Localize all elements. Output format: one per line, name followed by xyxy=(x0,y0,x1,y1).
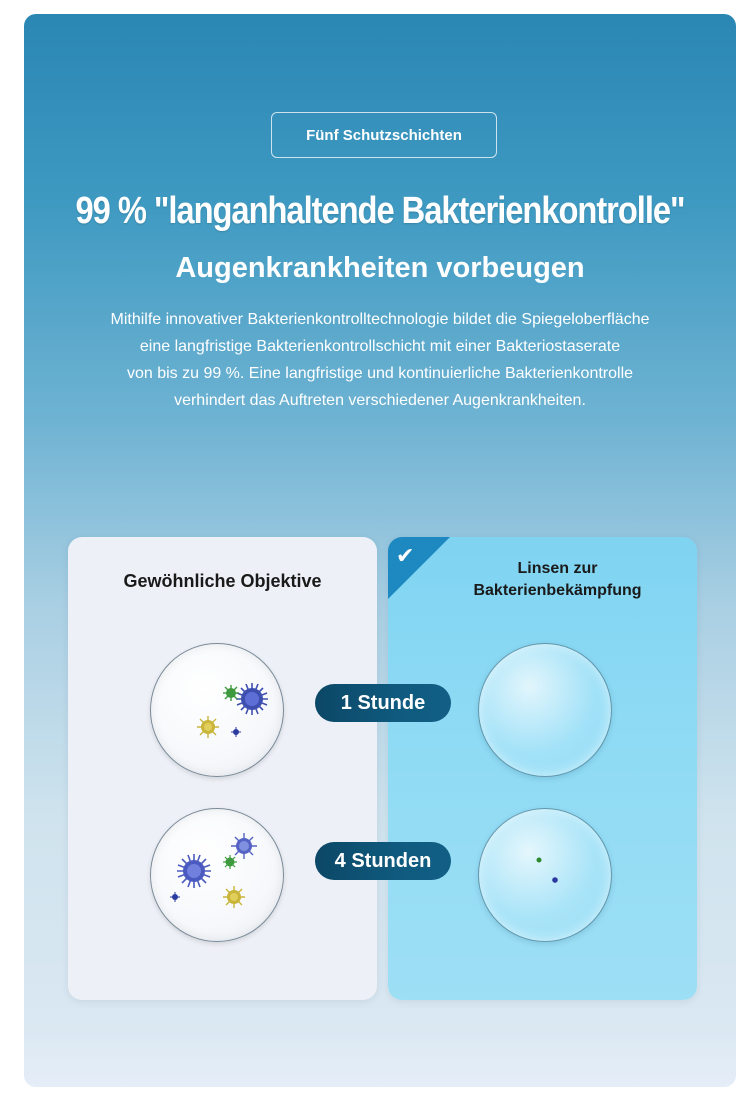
antibacterial-lens-title xyxy=(428,558,687,602)
description-line: verhindert das Auftreten verschiedener Augenkrankheiten. xyxy=(174,392,586,409)
bacteria-icon xyxy=(151,809,285,943)
description-line: von bis zu 99 %. Eine langfristige und kontinuierliche Bakterienkontrolle xyxy=(126,365,634,382)
title-line: Linsen zur xyxy=(517,560,598,577)
time-label-4h: 4 Stunden xyxy=(315,842,451,880)
bacteria-icon xyxy=(479,809,613,943)
antibacterial-lens-4h xyxy=(478,808,612,942)
antibacterial-lens-1h xyxy=(478,643,612,777)
ordinary-lens-1h xyxy=(150,643,284,777)
ordinary-lens-title: Gewöhnliche Objektive xyxy=(123,571,322,591)
time-label-1h: 1 Stunde xyxy=(315,684,451,722)
promo-poster xyxy=(24,14,736,1087)
headline: 99 % "langanhaltende Bakterienkontrolle" xyxy=(75,190,685,232)
ordinary-lens-4h xyxy=(150,808,284,942)
subtitle: Augenkrankheiten vorbeugen xyxy=(175,252,585,284)
antibacterial-lens-card xyxy=(388,537,697,1000)
description-line: Mithilfe innovativer Bakterienkontrolltechnologie bildet die Spiegeloberfläche xyxy=(110,311,650,328)
description xyxy=(64,306,696,414)
checkmark-icon: ✔ xyxy=(396,543,415,568)
ordinary-lens-card xyxy=(68,537,377,1000)
bacteria-icon xyxy=(151,644,285,778)
section-tag: Fünf Schutzschichten xyxy=(271,112,497,158)
description-line: eine langfristige Bakterienkontrollschicht mit einer Bakteriostaserate xyxy=(139,338,621,355)
title-line: Bakterienbekämpfung xyxy=(473,582,642,599)
